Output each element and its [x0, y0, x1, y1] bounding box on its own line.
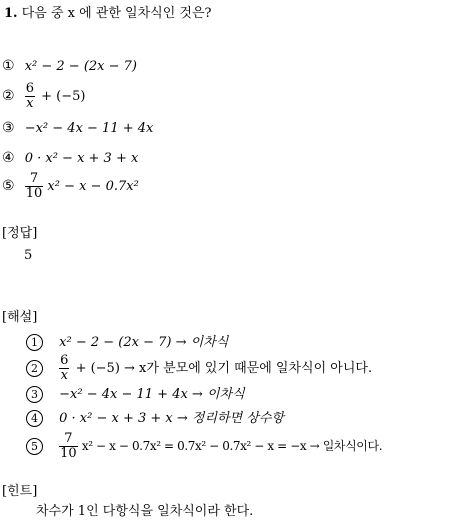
choice-1 — [2, 58, 137, 75]
choice-expression: + (−5) — [41, 89, 86, 104]
hint-text: 차수가 1인 다항식을 일차식이라 한다. — [36, 504, 254, 519]
question-text: 다음 중 x 에 관한 일차식인 것은? — [21, 6, 212, 21]
fraction-numerator: 6 — [25, 81, 34, 96]
fraction-denominator: x — [26, 96, 34, 111]
answer-heading: [정답] — [2, 226, 38, 241]
choice-3 — [2, 120, 153, 137]
choice-expression: −x² − 4x − 11 + 4x — [24, 121, 154, 136]
item-mark: 3 — [26, 386, 43, 403]
item-mark: 5 — [26, 438, 43, 455]
item-text: + (−5) → x가 분모에 있기 때문에 일차식이 아니다. — [75, 361, 373, 376]
choice-expression: 0 · x² − x + 3 + x — [24, 151, 139, 166]
choice-4 — [2, 150, 138, 167]
item-mark: 1 — [26, 334, 43, 351]
choice-fraction — [25, 172, 44, 201]
item-mark: 4 — [26, 410, 43, 427]
explanation-item-4 — [26, 410, 284, 427]
choice-mark: ① — [2, 58, 15, 74]
choice-mark: ⑤ — [2, 178, 15, 194]
item-text: x² − x − 0.7x² = 0.7x² − 0.7x² − x = −x → 일차식이다. — [81, 439, 383, 453]
explanation-heading: [해설] — [2, 310, 38, 325]
explanation-item-3 — [26, 386, 245, 403]
choice-fraction — [25, 82, 35, 111]
item-text: 0 · x² − x + 3 + x → 정리하면 상수항 — [59, 411, 284, 426]
fraction-denominator: 10 — [60, 446, 77, 461]
fraction-numerator: 7 — [59, 432, 78, 447]
choice-mark: ④ — [2, 150, 15, 166]
item-fraction — [59, 432, 78, 461]
explanation-item-2 — [26, 354, 372, 383]
fraction-denominator: x — [60, 368, 68, 383]
item-text: x² − 2 − (2x − 7) → 이차식 — [59, 335, 229, 350]
item-fraction — [59, 354, 69, 383]
explanation-item-1 — [26, 334, 228, 351]
choice-expression: x² − x − 0.7x² — [47, 179, 139, 194]
item-mark: 2 — [26, 360, 43, 377]
fraction-denominator: 10 — [25, 186, 43, 201]
explanation-item-5 — [26, 432, 382, 461]
answer-value: 5 — [24, 248, 33, 263]
item-text: −x² − 4x − 11 + 4x → 이차식 — [59, 387, 245, 402]
fraction-numerator: 6 — [60, 353, 69, 368]
fraction-numerator: 7 — [25, 172, 44, 187]
question-number: 1. — [4, 6, 18, 21]
choice-2 — [2, 82, 85, 111]
choice-5 — [2, 172, 139, 201]
choice-expression: x² − 2 − (2x − 7) — [24, 59, 138, 74]
question-header — [4, 6, 212, 22]
choice-mark: ② — [2, 88, 15, 104]
choice-mark: ③ — [2, 120, 15, 136]
hint-heading: [힌트] — [2, 484, 38, 499]
